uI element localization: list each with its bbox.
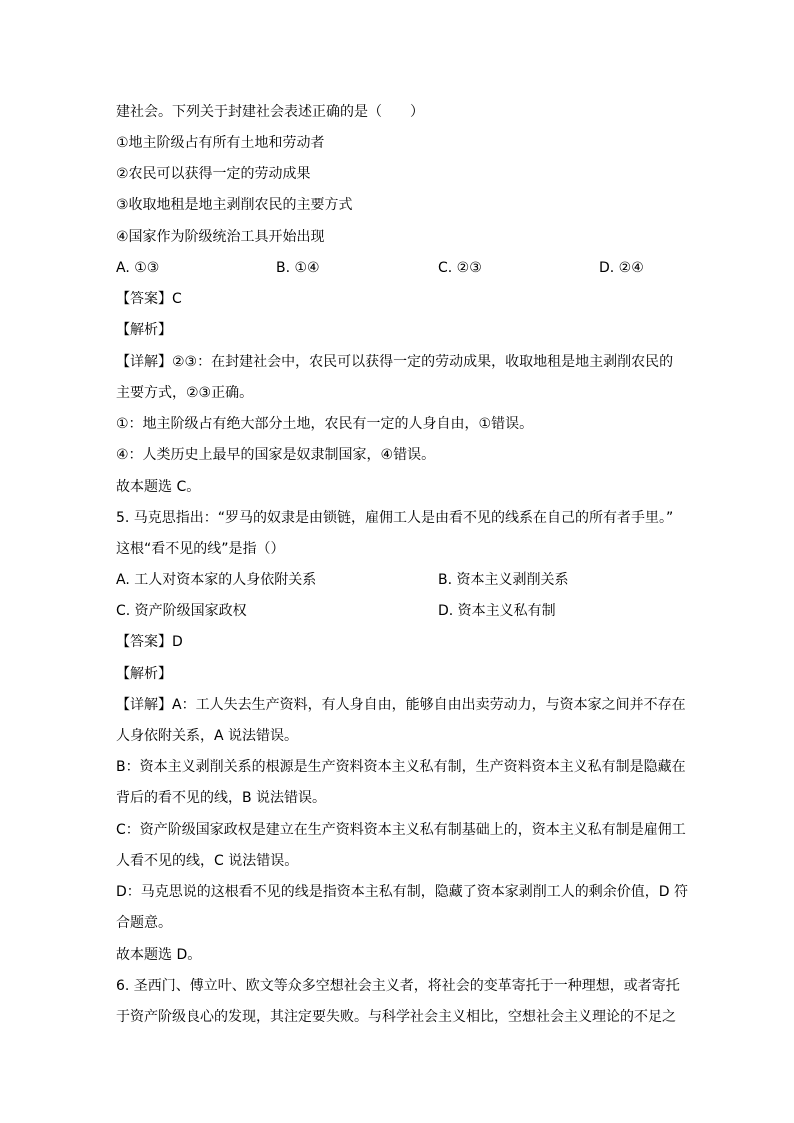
q4-answer: 【答案】C <box>116 291 182 307</box>
q4-detail-4: ④：人类历史上最早的国家是奴隶制国家，④错误。 <box>116 447 436 463</box>
q4-item-2: ②农民可以获得一定的劳动成果 <box>116 166 311 182</box>
q4-detail-1: 【详解】②③：在封建社会中，农民可以获得一定的劳动成果，收取地租是地主剥削农民的 <box>116 354 674 370</box>
q4-stem-tail: 建社会。下列关于封建社会表述正确的是（ ） <box>116 104 424 120</box>
q4-detail-3: ①：地主阶级占有绝大部分土地，农民有一定的人身自由，①错误。 <box>116 416 534 432</box>
q5-detail-2: 人身依附关系，A 说法错误。 <box>116 728 299 744</box>
q4-option-a: A. ①③ <box>116 260 160 276</box>
q5-stem-1: 5. 马克思指出：“罗马的奴隶是由锁链，雇佣工人是由看不见的线系在自己的所有者手里。” <box>116 510 674 526</box>
q5-detail-8: 合题意。 <box>116 915 172 931</box>
q4-detail-2: 主要方式，②③正确。 <box>116 385 254 401</box>
q5-option-c: C. 资产阶级国家政权 <box>116 603 247 619</box>
q6-stem-2: 于资产阶级良心的发现，其注定要失败。与科学社会主义相比，空想社会主义理论的不足之 <box>116 1009 676 1025</box>
q5-detail-9: 故本题选 D。 <box>116 947 202 963</box>
q5-detail-4: 背后的看不见的线，B 说法错误。 <box>116 790 327 806</box>
q5-detail-3: B：资本主义剥削关系的根源是生产资料资本主义私有制，生产资料资本主义私有制是隐藏在 <box>116 759 686 775</box>
q4-analysis-title: 【解析】 <box>116 322 172 338</box>
q5-option-b: B. 资本主义剥削关系 <box>438 572 569 588</box>
q5-detail-6: 人看不见的线，C 说法错误。 <box>116 853 299 869</box>
q6-stem-1: 6. 圣西门、傅立叶、欧文等众多空想社会主义者，将社会的变革寄托于一种理想，或者寄托 <box>116 978 680 994</box>
q4-option-d: D. ②④ <box>599 260 644 276</box>
q5-detail-7: D：马克思说的这根看不见的线是指资本主私有制，隐藏了资本家剥削工人的剩余价值，D 符 <box>116 884 689 900</box>
q4-option-b: B. ①④ <box>276 260 320 276</box>
q5-stem-2: 这根“看不见的线”是指（） <box>116 541 285 557</box>
q5-analysis-title: 【解析】 <box>116 666 172 682</box>
q4-option-c: C. ②③ <box>438 260 482 276</box>
q5-option-d: D. 资本主义私有制 <box>438 603 556 619</box>
q4-item-4: ④国家作为阶级统治工具开始出现 <box>116 229 325 245</box>
q4-detail-5: 故本题选 C。 <box>116 479 201 495</box>
q5-detail-5: C：资产阶级国家政权是建立在生产资料资本主义私有制基础上的，资本主义私有制是雇佣工 <box>116 822 686 838</box>
q5-answer: 【答案】D <box>116 634 183 650</box>
q4-item-1: ①地主阶级占有所有土地和劳动者 <box>116 135 325 151</box>
q5-detail-1: 【详解】A：工人失去生产资料，有人身自由，能够自由出卖劳动力，与资本家之间并不存在 <box>116 697 686 713</box>
q4-item-3: ③收取地租是地主剥削农民的主要方式 <box>116 197 353 213</box>
q5-option-a: A. 工人对资本家的人身依附关系 <box>116 572 317 588</box>
